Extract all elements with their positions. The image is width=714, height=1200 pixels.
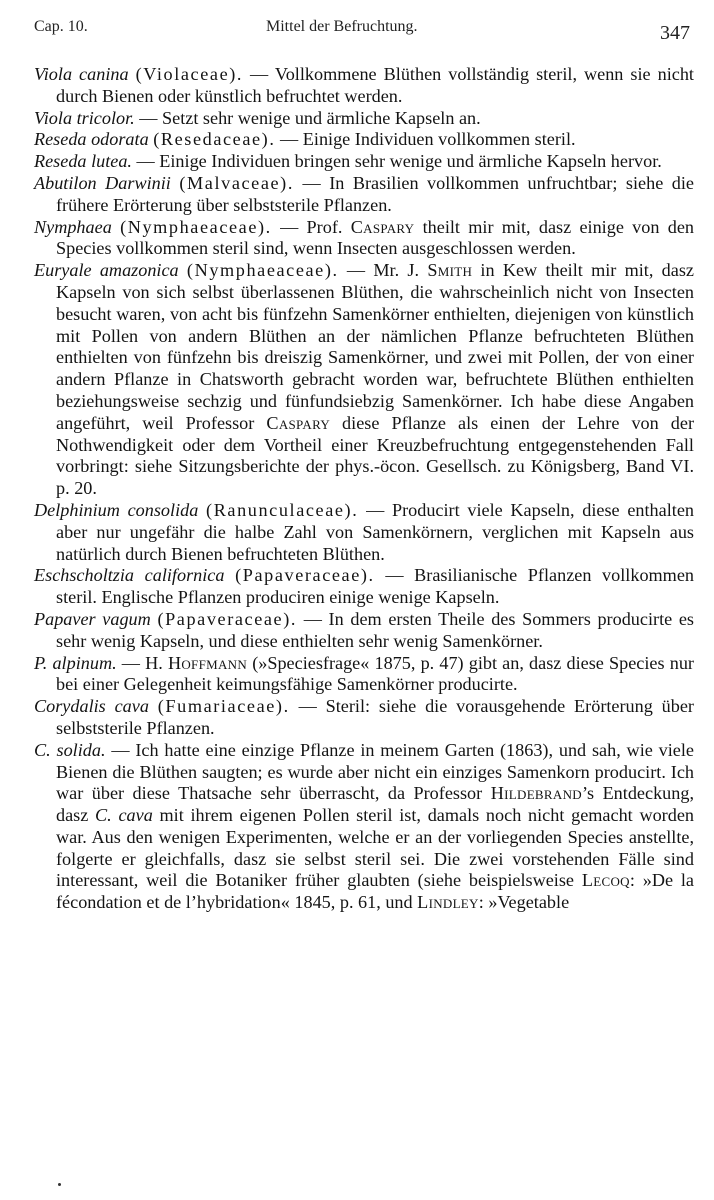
author-name: Lecoq bbox=[581, 870, 630, 891]
species-name: Viola canina bbox=[34, 64, 129, 84]
entry-nymphaea bbox=[34, 217, 694, 261]
author-name: Caspary bbox=[350, 216, 415, 237]
entry-text: — In Brasilien vollkommen unfruchtbar; siehe die frühere Erörterung über selbststerile Pflanzen. bbox=[56, 172, 695, 215]
entry-text: — Brasilianische Pflanzen vollkommen steril. Englische Pflanzen produciren einige wenige Kapseln. bbox=[56, 565, 694, 608]
species-name: Delphinium consolida bbox=[34, 499, 199, 520]
species-name: Reseda odorata bbox=[34, 129, 149, 150]
entry-delphinium bbox=[34, 500, 694, 565]
family-name: (Fumariaceae). bbox=[157, 696, 290, 717]
family-name: (Nymphaeaceae). bbox=[120, 216, 272, 237]
entry-p-alpinum bbox=[34, 653, 694, 697]
entry-abutilon bbox=[34, 173, 694, 217]
species-name: C. solida. bbox=[34, 739, 106, 760]
species-name: Viola tricolor. bbox=[34, 107, 135, 128]
author-name: Hildebrand bbox=[490, 783, 582, 804]
entry-reseda-lutea bbox=[34, 151, 694, 173]
page-body bbox=[34, 64, 694, 914]
author-name: Hoffmann bbox=[167, 652, 248, 673]
entry-text: — Prof. bbox=[271, 216, 351, 237]
entry-text: — Einige Individuen vollkommen steril. bbox=[275, 129, 576, 150]
entry-text: ’s Entdeckung, dasz bbox=[56, 783, 694, 826]
page-number: 347 bbox=[660, 22, 690, 44]
entry-text: — Mr. J. bbox=[338, 260, 428, 281]
family-name: (Malvaceae). bbox=[179, 172, 294, 193]
entry-text: diese Pflanze als einen der Lehre von der Nothwendigkeit oder dem Vortheil einer Kreuzbefruchtung entgegenstehenden Fall vorbringt: siehe Sitzungsberichte der phys.-öcon. Gesellsch. zu Königsberg, Band VI. p. 20. bbox=[56, 412, 694, 499]
species-name: Eschscholtzia californica bbox=[34, 565, 225, 586]
entry-text: in Kew theilt mir mit, dasz Kapseln von sich selbst überlassenen Blüthen, die wahrscheinlich nicht von Insecten besucht waren, von acht bis fünfzehn Samenkörner enthielten, diejenigen von künstlich mit Pollen von andern Blüthen an der nämlichen Pflanze befruchteten Blüthen enthielten von fünfzehn bis dreiszig Samenkörner, und zwei mit Pollen, der von einer andern Pflanze in Chatsworth gebracht worden war, befruchtete Blüthen enthielten beziehungsweise sechzig und fünfundsiebzig Samenkörner. Ich habe diese Angaben angeführt, weil Professor bbox=[56, 260, 694, 433]
author-name: Caspary bbox=[266, 412, 331, 433]
entry-text: — Steril: siehe die vorausgehende Erörterung über selbststerile Pflanzen. bbox=[56, 696, 694, 738]
species-name: C. cava bbox=[95, 805, 153, 826]
species-name: Papaver vagum bbox=[34, 608, 151, 629]
entry-eschscholtzia bbox=[34, 565, 694, 609]
entry-text: — Setzt sehr wenige und ärmliche Kapseln an. bbox=[134, 107, 481, 128]
species-name: P. alpinum. bbox=[34, 652, 117, 673]
entry-text: : »Vegetable bbox=[478, 892, 570, 913]
family-name: (Nymphaeaceae). bbox=[186, 260, 339, 281]
entry-c-solida bbox=[34, 740, 694, 914]
entry-text: — In dem ersten Theile des Sommers producirte es sehr wenig Kapseln, und diese enthielten sehr wenig Samenkörner. bbox=[56, 608, 695, 651]
entry-text: — Vollkommene Blüthen vollständig steril, wenn sie nicht durch Bienen oder künstlich befruchtet werden. bbox=[56, 64, 694, 106]
species-name: Abutilon Darwinii bbox=[34, 172, 171, 193]
species-name: Reseda lutea. bbox=[34, 151, 132, 172]
running-title: Mittel der Befruchtung. bbox=[266, 18, 418, 35]
family-name: (Papaveraceae). bbox=[235, 565, 375, 586]
family-name: (Papaveraceae). bbox=[157, 608, 298, 629]
entry-text: — H. bbox=[116, 652, 168, 673]
print-speck bbox=[58, 1183, 61, 1186]
entry-text: : »De la fécondation et de l’hybridation« 1845, p. 61, und bbox=[56, 870, 694, 913]
entry-text: (»Speciesfrage« 1875, p. 47) gibt an, dasz diese Species nur bei einer Gelegenheit keimungsfähige Samenkörner producirte. bbox=[56, 652, 694, 695]
author-name: Smith bbox=[427, 260, 473, 281]
entry-text: theilt mir mit, dasz einige von den Species vollkommen steril sind, wenn Insecten ausgeschlossen werden. bbox=[56, 216, 694, 259]
species-name: Nymphaea bbox=[34, 216, 112, 237]
family-name: (Resedaceae). bbox=[153, 129, 276, 150]
entry-viola-tricolor bbox=[34, 108, 694, 130]
family-name: (Ranunculaceae). bbox=[206, 499, 359, 520]
entry-reseda-odorata bbox=[34, 129, 694, 151]
chapter-label: Cap. 10. bbox=[34, 18, 88, 35]
entry-papaver-vagum bbox=[34, 609, 694, 653]
entry-text: mit ihrem eigenen Pollen steril ist, damals noch nicht gemacht worden war. Aus den wenigen Experimenten, welche er an der vorliegenden Species anstellte, folgerte er gleichfalls, dasz sie selbst steril sei. Die zwei vorstehenden Fälle sind interessant, weil die Botaniker früher glaubten (siehe beispielsweise bbox=[56, 805, 694, 891]
species-name: Corydalis cava bbox=[34, 696, 149, 717]
entry-text: — Producirt viele Kapseln, diese enthalten aber nur ungefähr die halbe Zahl von Samenkörnern, verglichen mit Kapseln aus natürlich durch Bienen befruchteten Blüthen. bbox=[56, 499, 694, 564]
entry-euryale bbox=[34, 260, 694, 500]
entry-text: — Einige Individuen bringen sehr wenige und ärmliche Kapseln hervor. bbox=[131, 151, 662, 172]
entry-text: — Ich hatte eine einzige Pflanze in meinem Garten (1863), und sah, wie viele Bienen die Blüthen saugten; es wurde aber nicht ein einziges Samenkorn producirt. Ich war über diese Thatsache sehr überrascht, da Professor bbox=[56, 739, 694, 804]
author-name: Lindley bbox=[417, 892, 479, 913]
family-name: (Violaceae). bbox=[135, 64, 244, 84]
entry-viola-canina bbox=[34, 64, 694, 108]
entry-corydalis-cava bbox=[34, 696, 694, 740]
species-name: Euryale amazonica bbox=[34, 260, 179, 281]
